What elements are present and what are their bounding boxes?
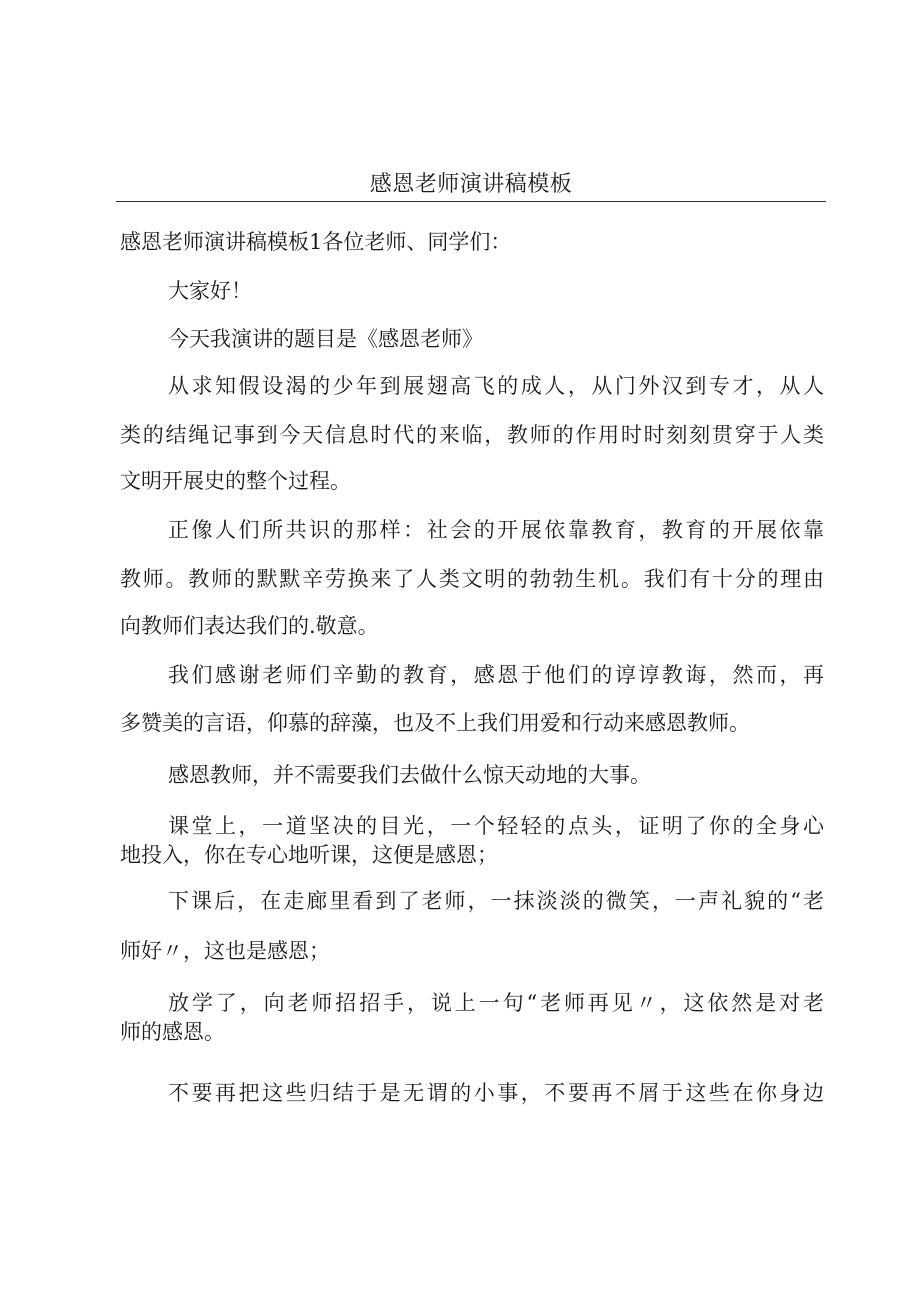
- text-line-1: 感恩老师演讲稿模板1各位老师、同学们：: [120, 230, 512, 254]
- title-underline: [116, 201, 826, 202]
- text-line-8: 教师。教师的默默辛劳换来了人类文明的勃勃生机。我们有十分的理由: [120, 567, 824, 591]
- text-line-9: 向教师们表达我们的.敬意。: [120, 614, 379, 638]
- text-line-12: 感恩教师，并不需要我们去做什么惊天动地的大事。: [168, 763, 651, 787]
- text-line-7: 正像人们所共识的那样：社会的开展依靠教育，教育的开展依靠: [168, 518, 824, 542]
- text-line-16: 师好〃，这也是感恩；: [120, 939, 330, 963]
- text-line-18: 师的感恩。: [120, 1020, 225, 1044]
- text-line-4: 从求知假设渴的少年到展翅高飞的成人，从门外汉到专才，从人: [168, 374, 824, 398]
- text-line-17: 放学了，向老师招招手，说上一句“老师再见〃，这依然是对老: [168, 991, 824, 1015]
- text-line-5: 类的结绳记事到今天信息时代的来临，教师的作用时时刻刻贯穿于人类: [120, 423, 824, 447]
- text-line-15: 下课后，在走廊里看到了老师，一抹淡淡的微笑，一声礼貌的“老: [168, 889, 824, 913]
- text-line-11: 多赞美的言语，仰慕的辞藻，也及不上我们用爱和行动来感恩教师。: [120, 711, 750, 735]
- text-line-19: 不要再把这些归结于是无谓的小事，不要再不屑于这些在你身边: [168, 1081, 824, 1105]
- text-line-6: 文明开展史的整个过程。: [120, 469, 351, 493]
- text-line-2: 大家好！: [168, 279, 252, 303]
- text-line-14: 地投入，你在专心地听课，这便是感恩；: [120, 843, 498, 867]
- document-title: 感恩老师演讲稿模板: [369, 172, 573, 197]
- text-line-10: 我们感谢老师们辛勤的教育，感恩于他们的谆谆教诲，然而，再: [168, 663, 824, 687]
- text-line-13: 课堂上，一道坚决的目光，一个轻轻的点头，证明了你的全身心: [168, 814, 824, 838]
- text-line-3: 今天我演讲的题目是《感恩老师》: [168, 327, 483, 351]
